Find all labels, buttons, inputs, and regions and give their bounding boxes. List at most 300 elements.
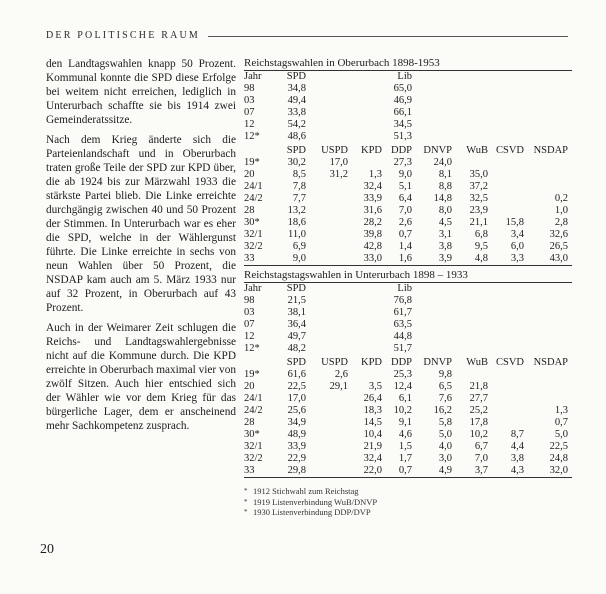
table-row (244, 295, 572, 307)
table-row (244, 453, 572, 465)
year-cell: 28 (244, 417, 255, 428)
footnote-text: 1919 Listenverbindung WuB/DNVP (253, 496, 378, 507)
value-cell: 49,4 (287, 95, 306, 106)
value-cell (352, 331, 386, 343)
body-text-column (46, 57, 236, 439)
value-cell: 66,1 (393, 107, 412, 118)
value-cell (352, 95, 386, 107)
value-cell: 1,3 (368, 169, 382, 180)
value-cell (310, 307, 352, 319)
value-cell: 9,0 (280, 253, 310, 266)
value-cell: 4,9 (416, 465, 456, 478)
value-cell (416, 83, 456, 95)
value-cell: 32,5 (469, 193, 488, 204)
value-cell (310, 241, 352, 253)
footnotes (244, 486, 572, 518)
table-row (244, 83, 572, 95)
value-cell: 9,8 (438, 369, 452, 380)
value-cell: 3,5 (368, 381, 382, 392)
value-cell: 5,0 (554, 429, 568, 440)
value-cell: 34,9 (287, 417, 306, 428)
value-cell: 54,2 (287, 119, 306, 130)
value-cell: 3,1 (438, 229, 452, 240)
value-cell (528, 107, 572, 119)
value-cell: 22,9 (287, 453, 306, 464)
footnote-marker: * (244, 508, 248, 516)
value-cell (528, 295, 572, 307)
footnote-marker: * (244, 497, 248, 506)
value-cell: SPD (286, 145, 306, 156)
value-cell: 28,2 (363, 217, 382, 228)
value-cell (456, 83, 492, 95)
value-cell: 5,8 (438, 417, 452, 428)
value-cell (492, 205, 528, 217)
value-cell: 33,9 (363, 193, 382, 204)
value-cell (492, 331, 528, 343)
value-cell: 8,0 (438, 205, 452, 216)
value-cell (528, 83, 572, 95)
value-cell: 76,8 (393, 295, 412, 306)
value-cell: 3,4 (510, 229, 524, 240)
value-cell: CSVD (495, 357, 524, 368)
value-cell (352, 107, 386, 119)
value-cell (310, 319, 352, 331)
value-cell (492, 131, 528, 143)
value-cell: 32,4 (363, 453, 382, 464)
value-cell: 14,5 (363, 417, 382, 428)
value-cell: 10,4 (363, 429, 382, 440)
value-cell: 30,2 (287, 157, 306, 168)
value-cell (310, 253, 352, 266)
year-cell: 03 (244, 307, 255, 318)
value-cell (310, 83, 352, 95)
value-cell: 33,8 (287, 107, 306, 118)
value-cell: 4,8 (456, 253, 492, 266)
footnote-marker: * (244, 487, 248, 495)
value-cell: 6,9 (292, 241, 306, 252)
year-cell: 20 (244, 169, 255, 180)
value-cell (352, 157, 386, 169)
value-cell (528, 181, 572, 193)
value-cell: 1,3 (554, 405, 568, 416)
year-cell: 24/2 (244, 405, 263, 416)
year-cell: 33 (244, 253, 280, 266)
value-cell (528, 343, 572, 355)
table-row (244, 131, 572, 143)
year-cell: 32/2 (244, 241, 263, 252)
page-number: 20 (40, 542, 54, 557)
year-cell: 30* (244, 429, 260, 440)
value-cell (310, 331, 352, 343)
value-cell: 8,7 (510, 429, 524, 440)
value-cell (416, 95, 456, 107)
value-cell: 26,4 (363, 393, 382, 404)
value-cell (310, 193, 352, 205)
value-cell (528, 157, 572, 169)
value-cell: 6,8 (474, 229, 488, 240)
value-cell: 10,2 (393, 405, 412, 416)
year-cell: Jahr (244, 283, 262, 294)
value-cell (416, 71, 456, 83)
year-cell: 12* (244, 343, 260, 354)
footnote (244, 507, 572, 518)
year-cell: 24/1 (244, 393, 263, 404)
year-cell: 33 (244, 465, 280, 478)
year-cell: 32/1 (244, 229, 263, 240)
value-cell (528, 119, 572, 131)
value-cell (456, 71, 492, 83)
value-cell: 17,8 (469, 417, 488, 428)
value-cell (456, 157, 492, 169)
value-cell (528, 393, 572, 405)
value-cell (416, 343, 456, 355)
value-cell (416, 131, 456, 143)
value-cell (310, 131, 352, 143)
value-cell (310, 393, 352, 405)
value-cell (456, 107, 492, 119)
value-cell: 0,7 (554, 417, 568, 428)
value-cell: 4,5 (438, 217, 452, 228)
value-cell: 3,0 (438, 453, 452, 464)
year-cell: Jahr (244, 71, 262, 82)
value-cell (528, 283, 572, 295)
year-cell: 20 (244, 381, 255, 392)
value-cell: WuB (466, 145, 488, 156)
value-cell: WuB (466, 357, 488, 368)
year-cell: 07 (244, 107, 255, 118)
value-cell: 39,8 (363, 229, 382, 240)
value-cell: 29,1 (329, 381, 348, 392)
footnote-text: 1930 Listenverbindung DDP/DVP (253, 507, 371, 517)
value-cell (492, 295, 528, 307)
value-cell: 61,6 (287, 369, 306, 380)
year-cell: 98 (244, 295, 255, 306)
year-cell: 32/2 (244, 453, 263, 464)
value-cell (310, 417, 352, 429)
value-cell (456, 131, 492, 143)
value-cell (352, 283, 386, 295)
value-cell: 4,3 (492, 465, 528, 478)
table-header-row (244, 355, 572, 369)
value-cell: 0,2 (554, 193, 568, 204)
table-row (244, 417, 572, 429)
value-cell (492, 83, 528, 95)
table-row (244, 429, 572, 441)
body-paragraph: den Landtagswahlen knapp 50 Prozent. Kommunal konnte die SPD diese Erfolge bei weitem nicht erreichen, lediglich in Unterurbach schaffte sie bis 1914 zwei Gemeinderatssitze. (46, 58, 236, 126)
table-row (244, 205, 572, 217)
year-cell: 98 (244, 83, 255, 94)
value-cell (492, 343, 528, 355)
table-unterurbach (244, 269, 572, 478)
value-cell (456, 343, 492, 355)
value-cell: 8,8 (438, 181, 452, 192)
value-cell: 13,2 (287, 205, 306, 216)
value-cell (492, 193, 528, 205)
tables-column (244, 57, 572, 518)
value-cell: 1,5 (398, 441, 412, 452)
value-cell (310, 217, 352, 229)
value-cell (492, 417, 528, 429)
table-row (244, 95, 572, 107)
value-cell: 31,2 (329, 169, 348, 180)
value-cell: 17,0 (287, 393, 306, 404)
value-cell: 24,0 (433, 157, 452, 168)
value-cell: 61,7 (393, 307, 412, 318)
value-cell (528, 169, 572, 181)
value-cell: 48,9 (287, 429, 306, 440)
value-cell: 6,4 (398, 193, 412, 204)
value-cell: 27,3 (393, 157, 412, 168)
value-cell: 2,6 (398, 217, 412, 228)
value-cell (492, 393, 528, 405)
value-cell: 5,1 (398, 181, 412, 192)
value-cell (310, 283, 352, 295)
value-cell: 2,8 (554, 217, 568, 228)
value-cell: 32,6 (549, 229, 568, 240)
value-cell (528, 95, 572, 107)
value-cell (528, 381, 572, 393)
year-cell: 24/1 (244, 181, 263, 192)
year-cell: 19* (244, 369, 260, 380)
value-cell (352, 307, 386, 319)
year-cell: 12 (244, 119, 255, 130)
value-cell: DDP (390, 357, 412, 368)
table-header-row (244, 71, 572, 83)
election-table (244, 71, 572, 266)
table-row (244, 319, 572, 331)
table-row (244, 405, 572, 417)
value-cell: 18,6 (287, 217, 306, 228)
value-cell (352, 369, 386, 381)
value-cell (492, 169, 528, 181)
value-cell: 29,8 (280, 465, 310, 478)
value-cell (310, 465, 352, 478)
value-cell: 22,0 (352, 465, 386, 478)
value-cell (352, 295, 386, 307)
value-cell (352, 83, 386, 95)
year-cell: 12 (244, 331, 255, 342)
value-cell: 3,3 (492, 253, 528, 266)
value-cell: 65,0 (393, 83, 412, 94)
table-row (244, 169, 572, 181)
value-cell: Lib (397, 71, 412, 82)
value-cell (310, 181, 352, 193)
value-cell: 3,9 (416, 253, 456, 266)
value-cell: 24,8 (549, 453, 568, 464)
value-cell (310, 205, 352, 217)
value-cell: 42,8 (363, 241, 382, 252)
value-cell: 48,2 (287, 343, 306, 354)
value-cell: 1,0 (554, 205, 568, 216)
table-row (244, 181, 572, 193)
value-cell: 11,0 (288, 229, 306, 240)
table-header-row (244, 283, 572, 295)
value-cell (492, 369, 528, 381)
footnote (244, 497, 572, 508)
value-cell (492, 381, 528, 393)
value-cell: 16,2 (433, 405, 452, 416)
value-cell (310, 71, 352, 83)
value-cell (310, 429, 352, 441)
footnote-text: 1912 Stichwahl zum Reichstag (253, 486, 359, 496)
body-paragraph: Auch in der Weimarer Zeit schlugen die Reichs- und Landtagswahlergebnisse nicht auf die Kommune durch. Die KPD erreichte in Oberurbach maximal vier von zwölf Sitzen. Auch hier entschied sich der Wähler wie vor dem Krieg für das bürgerliche Lager, dem er anscheinend mehr Sachkompetenz zusprach. (46, 322, 236, 432)
value-cell (416, 307, 456, 319)
table-row (244, 441, 572, 453)
value-cell: SPD (286, 71, 306, 82)
value-cell: DDP (390, 145, 412, 156)
table-row (244, 107, 572, 119)
value-cell: 49,7 (287, 331, 306, 342)
table-row (244, 331, 572, 343)
table-title: Reichstagstagswahlen in Unterurbach 1898 – 1933 (244, 269, 572, 283)
value-cell (528, 71, 572, 83)
value-cell: 51,7 (393, 343, 412, 354)
value-cell: 9,0 (398, 169, 412, 180)
value-cell: 35,0 (469, 169, 488, 180)
value-cell: 3,7 (456, 465, 492, 478)
year-cell (244, 355, 280, 369)
table-row (244, 393, 572, 405)
value-cell: USPD (321, 145, 348, 156)
value-cell: SPD (286, 357, 306, 368)
value-cell (352, 343, 386, 355)
value-cell (416, 319, 456, 331)
value-cell: 33,9 (287, 441, 306, 452)
value-cell: 7,6 (438, 393, 452, 404)
value-cell: 43,0 (528, 253, 572, 266)
value-cell (456, 369, 492, 381)
year-cell: 03 (244, 95, 255, 106)
value-cell: 32,4 (363, 181, 382, 192)
value-cell: 51,3 (393, 131, 412, 142)
value-cell (456, 119, 492, 131)
value-cell: 6,7 (474, 441, 488, 452)
value-cell: 3,8 (438, 241, 452, 252)
value-cell: NSDAP (533, 145, 568, 156)
value-cell (528, 307, 572, 319)
value-cell (492, 405, 528, 417)
value-cell: 44,8 (393, 331, 412, 342)
value-cell: 6,5 (438, 381, 452, 392)
body-paragraph: Nach dem Krieg änderte sich die Parteienlandschaft und in Oberurbach traten große Teile der SPD zur KPD über, die ab 1924 bis zur Märzwahl 1933 die stärkste Partei blieb. Die Linke erreichte durchgängig zwischen 40 und 50 Prozent der Stimmen. In Unterurbach war es eher die SPD, welche in der Wählergunst führte. Die Linke erreichte in sechs von neun Wahlen über 50 Prozent, die NSDAP kam auch am 5. März 1933 nur auf 32 Prozent, in Oberurbach auf 43 Prozent. (46, 134, 236, 314)
table-row (244, 369, 572, 381)
value-cell: 9,5 (474, 241, 488, 252)
year-cell: 30* (244, 217, 260, 228)
table-row (244, 217, 572, 229)
value-cell: 21,9 (363, 441, 382, 452)
value-cell (310, 405, 352, 417)
value-cell: 25,2 (469, 405, 488, 416)
value-cell (310, 295, 352, 307)
value-cell: CSVD (495, 145, 524, 156)
value-cell (416, 283, 456, 295)
value-cell: 8,1 (438, 169, 452, 180)
value-cell (456, 295, 492, 307)
value-cell (456, 319, 492, 331)
value-cell: 34,8 (287, 83, 306, 94)
value-cell: 48,6 (287, 131, 306, 142)
footnote (244, 486, 572, 497)
value-cell: 1,7 (398, 453, 412, 464)
value-cell: 18,3 (363, 405, 382, 416)
value-cell (456, 283, 492, 295)
value-cell: SPD (286, 283, 306, 294)
value-cell (492, 283, 528, 295)
value-cell: 32,0 (528, 465, 572, 478)
value-cell (528, 331, 572, 343)
year-cell: 19* (244, 157, 260, 168)
value-cell (456, 95, 492, 107)
year-cell: 28 (244, 205, 255, 216)
value-cell: 7,0 (398, 205, 412, 216)
year-cell: 24/2 (244, 193, 263, 204)
value-cell (416, 295, 456, 307)
value-cell: 25,3 (393, 369, 412, 380)
table-row (244, 343, 572, 355)
value-cell: KPD (360, 357, 382, 368)
value-cell (492, 319, 528, 331)
value-cell: 37,2 (469, 181, 488, 192)
value-cell: 7,7 (292, 193, 306, 204)
value-cell: 4,4 (510, 441, 524, 452)
value-cell: 6,1 (398, 393, 412, 404)
value-cell (310, 441, 352, 453)
value-cell: 21,1 (469, 217, 488, 228)
table-row (244, 241, 572, 253)
value-cell: Lib (397, 283, 412, 294)
year-cell: 12* (244, 131, 260, 142)
value-cell (416, 107, 456, 119)
value-cell: 22,5 (287, 381, 306, 392)
value-cell: KPD (360, 145, 382, 156)
value-cell: 1,4 (398, 241, 412, 252)
value-cell: 6,0 (510, 241, 524, 252)
value-cell (456, 331, 492, 343)
value-cell: 9,1 (398, 417, 412, 428)
table-row (244, 465, 572, 478)
value-cell (310, 453, 352, 465)
value-cell (416, 119, 456, 131)
value-cell (310, 95, 352, 107)
table-row (244, 307, 572, 319)
table-row (244, 193, 572, 205)
value-cell (310, 229, 352, 241)
value-cell (492, 307, 528, 319)
value-cell: 2,6 (334, 369, 348, 380)
value-cell (352, 319, 386, 331)
value-cell: 63,5 (393, 319, 412, 330)
value-cell (492, 181, 528, 193)
value-cell: 0,7 (398, 229, 412, 240)
value-cell (492, 119, 528, 131)
table-row (244, 253, 572, 266)
table-oberurbach (244, 57, 572, 266)
value-cell (492, 107, 528, 119)
value-cell: 27,7 (469, 393, 488, 404)
year-cell: 07 (244, 319, 255, 330)
value-cell: 14,8 (433, 193, 452, 204)
running-header-title: DER POLITISCHE RAUM (46, 30, 201, 41)
value-cell (492, 71, 528, 83)
value-cell: 12,4 (393, 381, 412, 392)
value-cell: DNVP (423, 357, 452, 368)
value-cell: 3,8 (510, 453, 524, 464)
value-cell (352, 119, 386, 131)
value-cell: 7,0 (474, 453, 488, 464)
value-cell: 17,0 (329, 157, 348, 168)
value-cell (492, 95, 528, 107)
value-cell: 4,0 (438, 441, 452, 452)
